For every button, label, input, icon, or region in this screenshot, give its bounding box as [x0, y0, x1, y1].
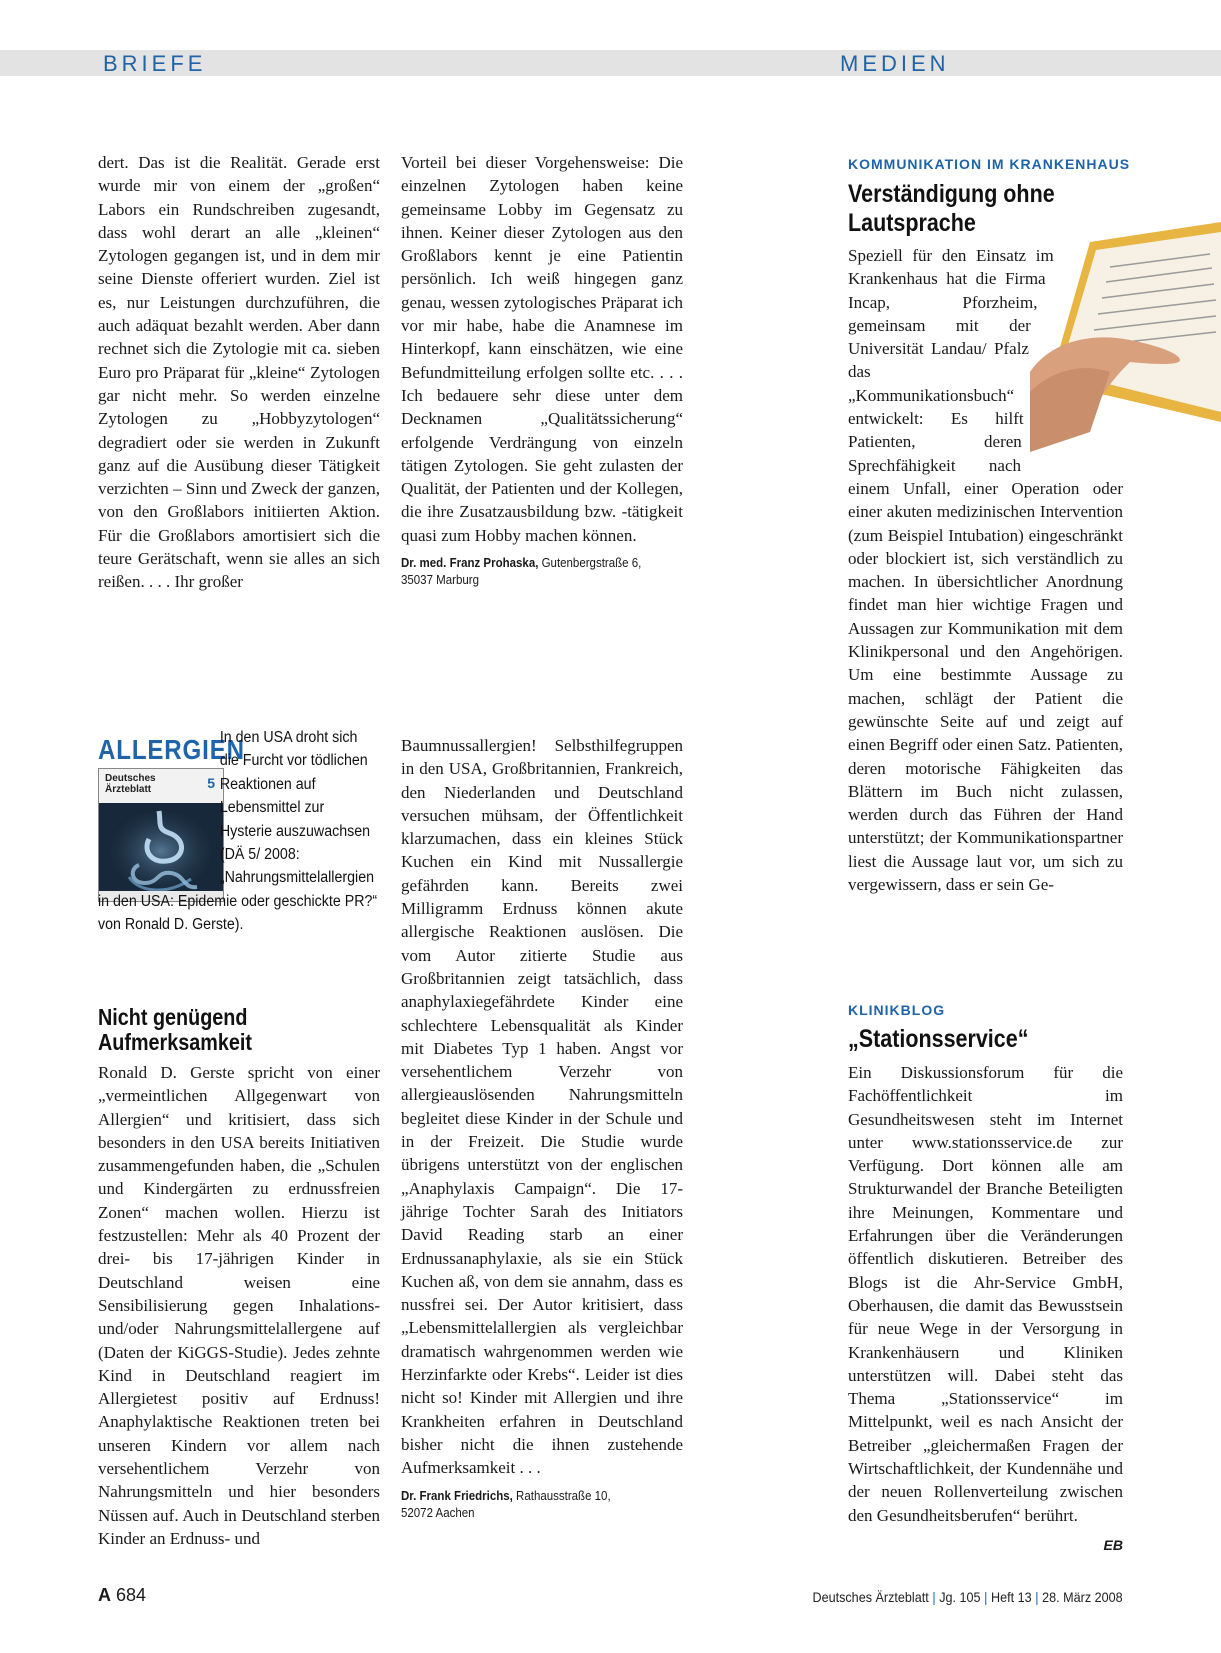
- medien2-title: „Stationsservice“: [848, 1025, 1029, 1053]
- letter2-signature-name: Dr. Frank Friedrichs,: [401, 1488, 513, 1503]
- letter2-column-2: [401, 734, 683, 1522]
- medien1-text: Speziell für den Einsatz im Krankenhaus hat die Firma Incap, Pforzheim, gemeinsam mit der Universität Landau/ Pfalz das „Kommunikationsbuch“ entwickelt: Es hilft Patienten, deren Sprechfähigkeit nach einem Unfall, einer Operation oder einer akuten medizinischen Intervention (zum Beispiel Intubation) eingeschränkt oder blockiert ist, sich verständlich zu machen. In übersichtlicher Anordnung findet man hier wichtige Fragen und Aussagen zur Kommunikation mit dem Klinikpersonal und den Angehörigen. Um eine bestimmte Aussage zu machen, schlägt der Patient die gewünschte Seite auf und zeigt auf einen Begriff oder einen Satz. Patienten, deren motorische Fähigkeiten das Blättern im Buch nicht zulassen, werden durch das Führen der Hand unterstützt; der Kommunikationspartner liest die Aussage laut vor, um sich zu vergewissern, dass er sein Ge-: [848, 246, 1123, 895]
- footer-journal: Deutsches Ärzteblatt: [812, 1589, 930, 1605]
- footer-date: 28. März 2008: [1042, 1589, 1123, 1605]
- section-label-medien: MEDIEN: [840, 51, 950, 76]
- section-label-briefe: BRIEFE: [103, 51, 207, 76]
- allergien-intro-text: In den USA droht sich die Furcht vor tödlichen Reaktionen auf Lebensmittel zur Hysterie auszuwachsen (DÄ 5/ 2008: „Nahrungsmittelallergien in den USA: Epidemie oder geschickte PR?“ von Ronald D. Gerste).: [98, 729, 378, 934]
- cover-issue-number: 5: [207, 775, 215, 791]
- letter2-col1-text: Ronald D. Gerste spricht von einer „vermeintlichen Allgegenwart von Allergien“ und kritisiert, dass sich besonders in den USA bereits Initiativen zusammengefunden haben, die „Schulen und Kindergärten zu erdnussfreien Zonen“ machen wollen. Hierzu ist festzustellen: Mehr als 40 Prozent der drei- bis 17-jährigen Kinder in Deutschland weisen eine Sensibilisierung gegen Inhalations- und/oder Nahrungsmittelallergene auf (Daten der KiGGS-Studie). Jedes zehnte Kind in Deutschland reagiert im Allergietest positiv auf Erdnuss! Anaphylaktische Reaktionen treten bei unseren Kindern vor allem nach versehentlichem Verzehr von Nahrungsmitteln und hier besonders Nüssen auf. Auch in Deutschland sterben Kinder an Erdnuss- und: [98, 1063, 380, 1548]
- cover-title: Deutsches Ärzteblatt: [105, 773, 156, 795]
- letter1-signature-address: Gutenbergstraße 6,: [538, 556, 642, 571]
- page-number-value: 684: [111, 1585, 147, 1605]
- letter1-col1-text: dert. Das ist die Realität. Gerade erst wurde mir von einem der „großen“ Labors ein Rundschreiben zugesandt, dass wohl derart an alle „kleinen“ Zytologen gegangen ist, und in dem mir seine Dienste offeriert wurden. Ziel ist es, nur Leistungen durchzuführen, die auch adäquat bezahlt werden. Aber dann rechnet sich die Zytologie mit ca. sieben Euro pro Präparat für „kleine“ Zytologen gar nicht mehr. So werden einzelne Zytologen zu „Hobbyzytologen“ degradiert oder sie werden in Zukunft ganz auf die Ausübung dieser Tätigkeit verzichten – Sinn und Zweck der ganzen, von den Großlabors initiierten Aktion. Für die Großlabors amortisiert sich die teure Gerätschaft, wenn sie alles an sich reißen. . . . Ihr großer: [98, 153, 380, 592]
- letter2-title: Nicht genügend Aufmerksamkeit: [98, 1004, 252, 1055]
- section-title-allergien: ALLERGIEN: [98, 734, 245, 765]
- page-prefix: A: [98, 1585, 111, 1605]
- letter1-signature-name: Dr. med. Franz Prohaska,: [401, 556, 539, 571]
- letter1-column-2: [401, 151, 683, 589]
- journal-footer: [813, 1589, 1123, 1605]
- letter2-col2-text: Baumnussallergien! Selbsthilfegruppen in den USA, Großbritannien, Frankreich, den Niederlanden und Deutschland versuchen mühsam, der Öffentlichkeit klarzumachen, dass ein kleines Stück Kuchen ein Kind mit Nussallergie gefährden kann. Bereits zwei Milligramm Erdnuss können akute allergische Reaktionen auslösen. Die vom Autor zitierte Studie aus Großbritannien zeigt tatsächlich, dass anaphylaxiegefährdete Kinder eine schlechtere Lebensqualität als Kinder mit Diabetes Typ 1 haben. Angst vor versehentlichem Verzehr von allergieauslösenden Nahrungsmitteln begleitet diese Kinder in der Schule und in der Freizeit. Die Studie wurde übrigens unterstützt von der englischen „Anaphylaxis Campaign“. Die 17-jährige Tochter Sarah des Initiators David Reading starb an einer Erdnussanaphylaxie, als sie ein Stück Kuchen aß, von dem sie annahm, dass es nussfrei sei. Der Autor kritisiert, dass „Lebensmittelallergien als vergleichbar dramatisch wahrgenommen werden wie Herzinfarkte oder Krebs“. Leider ist dies nicht so! Kinder mit Allergien und ihre Krankheiten erfahren in Deutschland bisher nicht die ihnen zustehende Aufmerksamkeit . . .: [401, 736, 683, 1478]
- letter1-signature: [401, 555, 668, 589]
- letter1-signature-city: 35037 Marburg: [401, 573, 479, 588]
- medien2-text-column: [848, 1061, 1123, 1527]
- page-number: [98, 1585, 146, 1606]
- medien2-kicker: KLINIKBLOG: [848, 1002, 946, 1018]
- footer-separator: |: [932, 1589, 936, 1605]
- medien1-title: Verständigung ohne Lautsprache: [848, 180, 1055, 237]
- medien2-author: EB: [1103, 1537, 1123, 1553]
- letter2-signature: [401, 1488, 668, 1522]
- medien2-text: Ein Diskussionsforum für die Fachöffentlichkeit im Gesundheitswesen steht im Internet unter www.stationsservice.de zur Verfügung. Dort können alle am Strukturwandel der Branche Beteiligten ihre Meinungen, Kommentare und Erfahrungen über die Veränderungen öffentlich diskutieren. Betreiber des Blogs ist die Ahr-Service GmbH, Oberhausen, die damit das Bewusstsein für neue Wege in der Versorgung in Krankenhäusern und Kliniken unterstützen will. Dabei steht das Thema „Stationsservice“ im Mittelpunkt, weil es nach Ansicht der Betreiber „gleichermaßen Fragen der Wirtschaftlichkeit, der Kundennähe und der neuen Rollenverteilung zwischen den Gesundheitsberufen“ berührt.: [848, 1063, 1123, 1525]
- medien1-kicker: KOMMUNIKATION IM KRANKENHAUS: [848, 156, 1131, 172]
- footer-volume: Jg. 105: [939, 1589, 981, 1605]
- letter1-col2-text: Vorteil bei dieser Vorgehensweise: Die einzelnen Zytologen haben keine gemeinsame Lobby im Gegensatz zu ihnen. Keiner dieser Zytologen aus den Großlabors kennt je eine Patientin persönlich. Ich weiß hingegen ganz genau, wessen zytologisches Präparat ich vor mir habe, habe die Anamnese im Hinterkopf, kann einschätzen, wie eine Befundmitteilung erfolgen sollte etc. . . . Ich bedauere sehr diese unter dem Decknamen „Qualitätssicherung“ erfolgende Verdrängung von einzeln tätigen Zytologen. Sie geht zulasten der Qualität, der Patienten und der Kollegen, die ihre Zusatzausbildung bzw. -tätigkeit quasi zum Hobby machen können.: [401, 153, 683, 545]
- footer-issue: Heft 13: [991, 1589, 1032, 1605]
- letter2-column-1: [98, 1061, 380, 1550]
- medien1-text-column: [848, 244, 1123, 896]
- letter1-column-1: [98, 151, 380, 594]
- footer-separator: |: [984, 1589, 988, 1605]
- allergien-intro-container: [98, 726, 378, 936]
- footer-separator: |: [1035, 1589, 1039, 1605]
- letter2-signature-address: Rathausstraße 10,: [512, 1488, 611, 1503]
- letter2-signature-city: 52072 Aachen: [401, 1505, 475, 1520]
